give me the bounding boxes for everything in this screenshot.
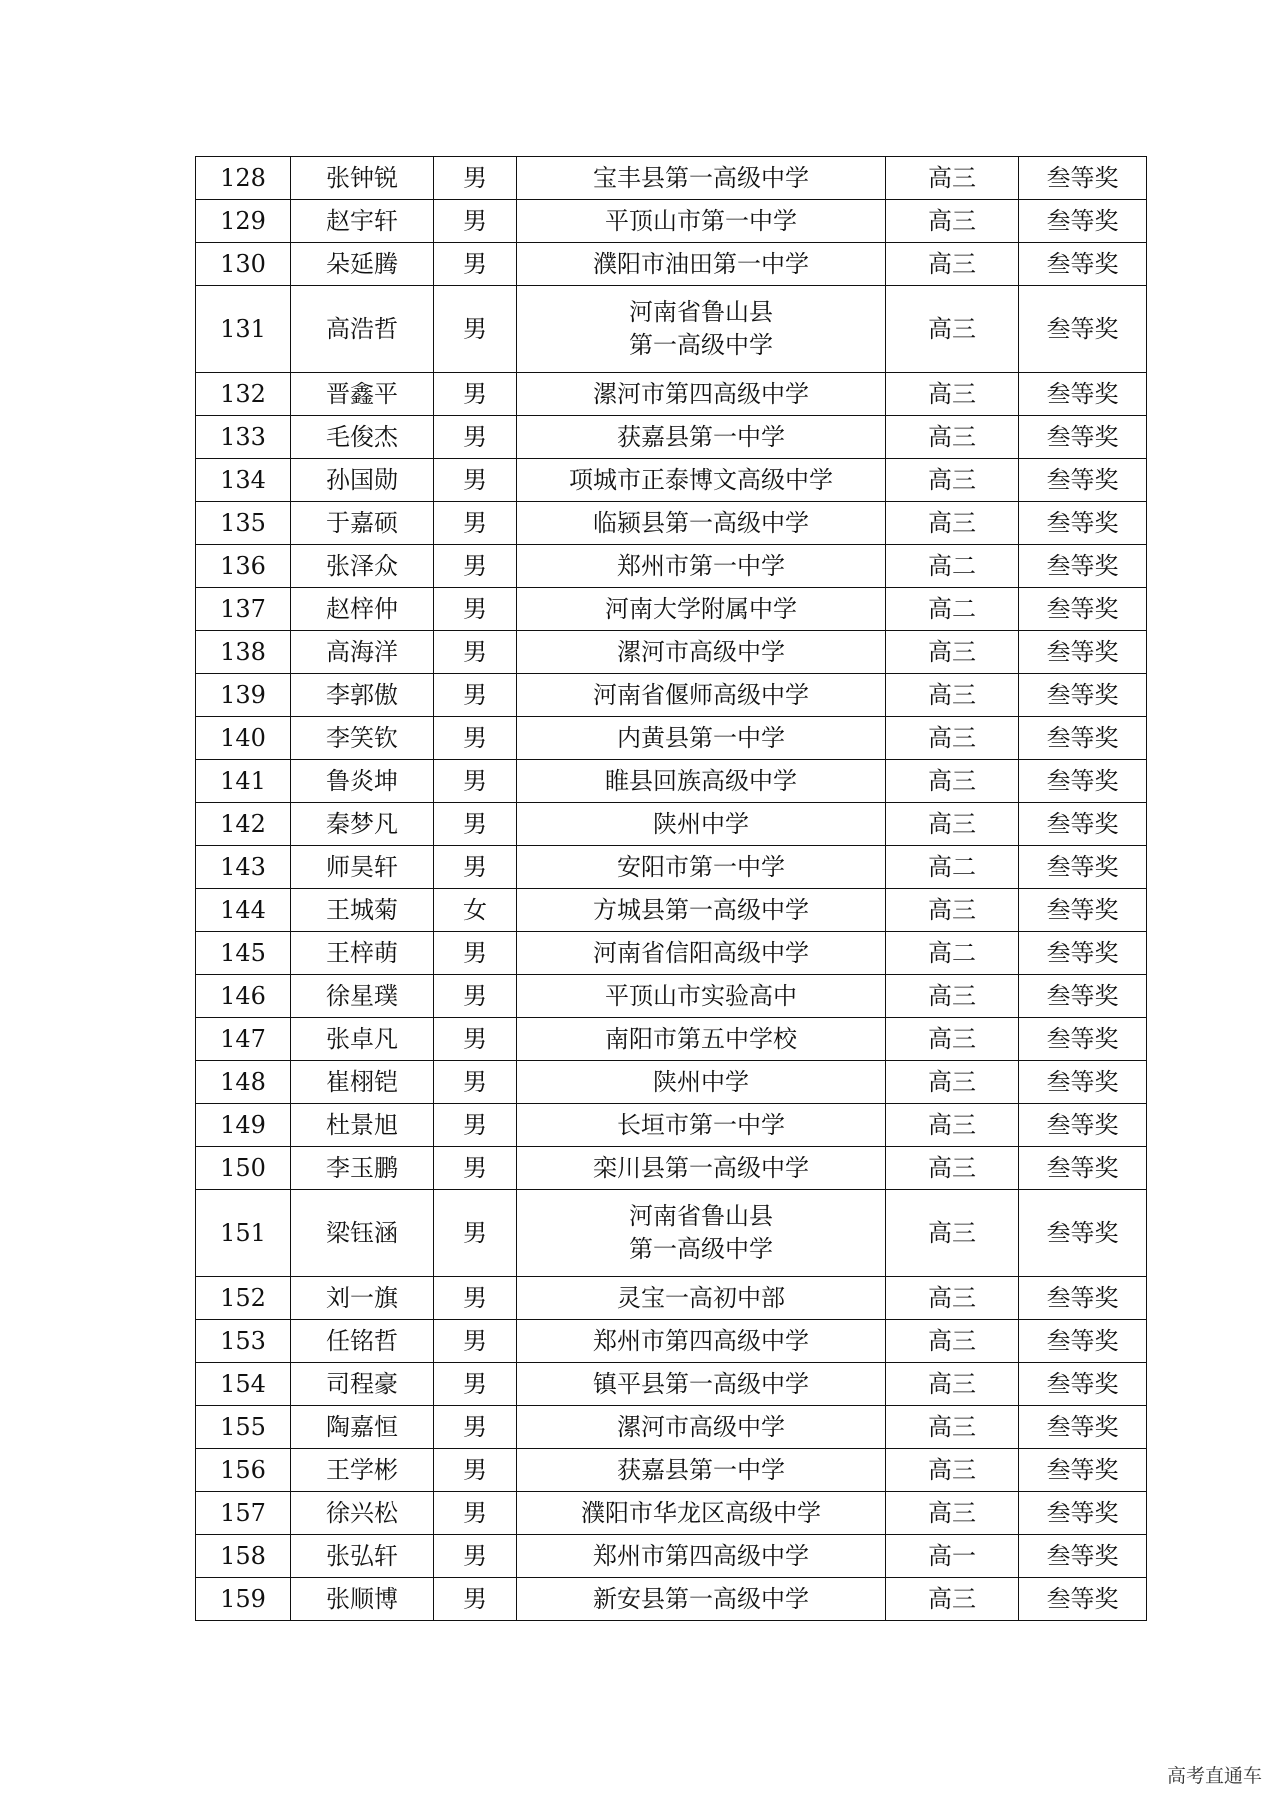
student-name-cell: 孙国勋 [291, 459, 434, 502]
school-name-line: 陕州中学 [653, 809, 749, 838]
school-cell [517, 243, 886, 286]
student-name-cell: 李笑钦 [291, 717, 434, 760]
student-name-cell: 张钟锐 [291, 157, 434, 200]
school-name-line: 方城县第一高级中学 [593, 895, 809, 924]
gender-cell: 男 [434, 1492, 517, 1535]
student-name-cell: 杜景旭 [291, 1104, 434, 1147]
grade-cell: 高三 [886, 200, 1019, 243]
award-cell: 叁等奖 [1019, 631, 1147, 674]
student-name-cell: 赵宇轩 [291, 200, 434, 243]
serial-number-cell: 155 [196, 1406, 291, 1449]
student-name-cell: 高海洋 [291, 631, 434, 674]
student-name-cell: 刘一旗 [291, 1277, 434, 1320]
serial-number-cell: 140 [196, 717, 291, 760]
school-name-line: 第一高级中学 [629, 331, 773, 359]
award-cell: 叁等奖 [1019, 1190, 1147, 1277]
school-cell [517, 1406, 886, 1449]
table-row [196, 975, 1147, 1018]
serial-number-cell: 145 [196, 932, 291, 975]
award-cell: 叁等奖 [1019, 1578, 1147, 1621]
gender-cell: 男 [434, 588, 517, 631]
school-cell [517, 545, 886, 588]
school-cell [517, 846, 886, 889]
school-cell [517, 157, 886, 200]
student-name-cell: 徐星璞 [291, 975, 434, 1018]
school-cell [517, 1578, 886, 1621]
school-name-line: 项城市正泰博文高级中学 [569, 465, 833, 494]
table-row [196, 1406, 1147, 1449]
table-row [196, 459, 1147, 502]
award-cell: 叁等奖 [1019, 1406, 1147, 1449]
school-cell [517, 889, 886, 932]
gender-cell: 男 [434, 1277, 517, 1320]
gender-cell: 男 [434, 846, 517, 889]
serial-number-cell: 138 [196, 631, 291, 674]
table-row [196, 1449, 1147, 1492]
gender-cell: 男 [434, 416, 517, 459]
grade-cell: 高三 [886, 803, 1019, 846]
school-name-line: 漯河市高级中学 [617, 637, 785, 666]
gender-cell: 男 [434, 545, 517, 588]
table-row [196, 1363, 1147, 1406]
student-name-cell: 李郭傲 [291, 674, 434, 717]
gender-cell: 男 [434, 1061, 517, 1104]
award-cell: 叁等奖 [1019, 545, 1147, 588]
gender-cell: 男 [434, 975, 517, 1018]
school-name-line: 郑州市第四高级中学 [593, 1541, 809, 1570]
school-cell [517, 1535, 886, 1578]
school-name-line: 濮阳市华龙区高级中学 [581, 1498, 821, 1527]
table-row [196, 1061, 1147, 1104]
serial-number-cell: 147 [196, 1018, 291, 1061]
table-row [196, 932, 1147, 975]
school-cell [517, 1061, 886, 1104]
award-cell: 叁等奖 [1019, 1363, 1147, 1406]
gender-cell: 男 [434, 674, 517, 717]
table-row [196, 373, 1147, 416]
serial-number-cell: 144 [196, 889, 291, 932]
school-cell [517, 717, 886, 760]
serial-number-cell: 132 [196, 373, 291, 416]
award-cell: 叁等奖 [1019, 416, 1147, 459]
grade-cell: 高二 [886, 545, 1019, 588]
student-name-cell: 张顺博 [291, 1578, 434, 1621]
grade-cell: 高三 [886, 631, 1019, 674]
table-row [196, 846, 1147, 889]
grade-cell: 高三 [886, 373, 1019, 416]
student-name-cell: 鲁炎坤 [291, 760, 434, 803]
school-cell [517, 760, 886, 803]
grade-cell: 高三 [886, 717, 1019, 760]
grade-cell: 高三 [886, 1018, 1019, 1061]
school-name-line: 郑州市第四高级中学 [593, 1326, 809, 1355]
award-cell: 叁等奖 [1019, 588, 1147, 631]
award-table [195, 156, 1147, 1621]
student-name-cell: 梁钰涵 [291, 1190, 434, 1277]
table-row [196, 1320, 1147, 1363]
award-cell: 叁等奖 [1019, 243, 1147, 286]
award-cell: 叁等奖 [1019, 157, 1147, 200]
grade-cell: 高三 [886, 416, 1019, 459]
school-cell [517, 975, 886, 1018]
school-name-line: 郑州市第一中学 [617, 551, 785, 580]
school-cell [517, 588, 886, 631]
serial-number-cell: 141 [196, 760, 291, 803]
school-name-line: 河南省信阳高级中学 [593, 938, 809, 967]
grade-cell: 高三 [886, 674, 1019, 717]
serial-number-cell: 156 [196, 1449, 291, 1492]
student-name-cell: 王学彬 [291, 1449, 434, 1492]
school-cell [517, 1018, 886, 1061]
grade-cell: 高三 [886, 1147, 1019, 1190]
gender-cell: 男 [434, 1535, 517, 1578]
serial-number-cell: 146 [196, 975, 291, 1018]
grade-cell: 高三 [886, 1363, 1019, 1406]
award-cell: 叁等奖 [1019, 1492, 1147, 1535]
school-cell [517, 459, 886, 502]
award-cell: 叁等奖 [1019, 200, 1147, 243]
grade-cell: 高三 [886, 286, 1019, 373]
serial-number-cell: 134 [196, 459, 291, 502]
student-name-cell: 陶嘉恒 [291, 1406, 434, 1449]
serial-number-cell: 130 [196, 243, 291, 286]
school-name-line: 睢县回族高级中学 [605, 766, 797, 795]
school-name-line: 宝丰县第一高级中学 [593, 163, 809, 192]
school-name-line: 河南省偃师高级中学 [593, 680, 809, 709]
award-cell: 叁等奖 [1019, 975, 1147, 1018]
gender-cell: 男 [434, 286, 517, 373]
school-name-line: 濮阳市油田第一中学 [593, 249, 809, 278]
school-name-line: 陕州中学 [653, 1067, 749, 1096]
table-row [196, 243, 1147, 286]
gender-cell: 男 [434, 1363, 517, 1406]
table-row [196, 1147, 1147, 1190]
school-cell [517, 1363, 886, 1406]
gender-cell: 男 [434, 1578, 517, 1621]
student-name-cell: 张泽众 [291, 545, 434, 588]
gender-cell: 男 [434, 803, 517, 846]
table-row [196, 545, 1147, 588]
school-name-line: 漯河市高级中学 [617, 1412, 785, 1441]
gender-cell: 女 [434, 889, 517, 932]
grade-cell: 高三 [886, 1190, 1019, 1277]
student-name-cell: 王城菊 [291, 889, 434, 932]
gender-cell: 男 [434, 1018, 517, 1061]
gender-cell: 男 [434, 717, 517, 760]
grade-cell: 高三 [886, 1320, 1019, 1363]
student-name-cell: 晋鑫平 [291, 373, 434, 416]
gender-cell: 男 [434, 373, 517, 416]
gender-cell: 男 [434, 1320, 517, 1363]
grade-cell: 高三 [886, 502, 1019, 545]
gender-cell: 男 [434, 243, 517, 286]
award-cell: 叁等奖 [1019, 1320, 1147, 1363]
school-name-line: 获嘉县第一中学 [617, 422, 785, 451]
table-row [196, 631, 1147, 674]
serial-number-cell: 148 [196, 1061, 291, 1104]
table-row [196, 1018, 1147, 1061]
student-name-cell: 司程豪 [291, 1363, 434, 1406]
award-cell: 叁等奖 [1019, 803, 1147, 846]
award-cell: 叁等奖 [1019, 1104, 1147, 1147]
award-cell: 叁等奖 [1019, 459, 1147, 502]
school-name-line: 栾川县第一高级中学 [593, 1153, 809, 1182]
serial-number-cell: 136 [196, 545, 291, 588]
gender-cell: 男 [434, 157, 517, 200]
table-row [196, 803, 1147, 846]
gender-cell: 男 [434, 200, 517, 243]
school-cell [517, 1449, 886, 1492]
school-cell [517, 200, 886, 243]
serial-number-cell: 153 [196, 1320, 291, 1363]
table-row [196, 760, 1147, 803]
serial-number-cell: 139 [196, 674, 291, 717]
gender-cell: 男 [434, 932, 517, 975]
gender-cell: 男 [434, 1406, 517, 1449]
grade-cell: 高三 [886, 1449, 1019, 1492]
gender-cell: 男 [434, 631, 517, 674]
grade-cell: 高三 [886, 1061, 1019, 1104]
award-cell: 叁等奖 [1019, 1535, 1147, 1578]
serial-number-cell: 158 [196, 1535, 291, 1578]
student-name-cell: 徐兴松 [291, 1492, 434, 1535]
gender-cell: 男 [434, 502, 517, 545]
table-row [196, 588, 1147, 631]
school-name-line: 长垣市第一中学 [617, 1110, 785, 1139]
table-row [196, 1104, 1147, 1147]
school-name-line: 内黄县第一中学 [617, 723, 785, 752]
serial-number-cell: 154 [196, 1363, 291, 1406]
grade-cell: 高三 [886, 1406, 1019, 1449]
serial-number-cell: 128 [196, 157, 291, 200]
student-name-cell: 高浩哲 [291, 286, 434, 373]
gender-cell: 男 [434, 1147, 517, 1190]
award-cell: 叁等奖 [1019, 932, 1147, 975]
serial-number-cell: 150 [196, 1147, 291, 1190]
table-row [196, 1190, 1147, 1277]
student-name-cell: 张弘轩 [291, 1535, 434, 1578]
grade-cell: 高三 [886, 243, 1019, 286]
award-cell: 叁等奖 [1019, 1147, 1147, 1190]
award-cell: 叁等奖 [1019, 674, 1147, 717]
school-cell [517, 674, 886, 717]
award-cell: 叁等奖 [1019, 846, 1147, 889]
grade-cell: 高三 [886, 1277, 1019, 1320]
school-name-line: 安阳市第一中学 [617, 852, 785, 881]
serial-number-cell: 131 [196, 286, 291, 373]
grade-cell: 高三 [886, 760, 1019, 803]
award-table-body [196, 157, 1147, 1621]
serial-number-cell: 143 [196, 846, 291, 889]
school-cell [517, 373, 886, 416]
grade-cell: 高三 [886, 459, 1019, 502]
student-name-cell: 赵梓仲 [291, 588, 434, 631]
table-row [196, 889, 1147, 932]
school-cell [517, 1320, 886, 1363]
student-name-cell: 李玉鹏 [291, 1147, 434, 1190]
school-cell [517, 1147, 886, 1190]
grade-cell: 高二 [886, 588, 1019, 631]
school-cell [517, 286, 886, 373]
serial-number-cell: 133 [196, 416, 291, 459]
serial-number-cell: 152 [196, 1277, 291, 1320]
serial-number-cell: 137 [196, 588, 291, 631]
table-row [196, 1277, 1147, 1320]
school-name-line: 第一高级中学 [629, 1235, 773, 1263]
grade-cell: 高三 [886, 157, 1019, 200]
school-cell [517, 416, 886, 459]
school-name-line: 河南大学附属中学 [605, 594, 797, 623]
school-name-line: 河南省鲁山县 [629, 298, 773, 326]
grade-cell: 高一 [886, 1535, 1019, 1578]
school-name-line: 河南省鲁山县 [629, 1202, 773, 1230]
serial-number-cell: 151 [196, 1190, 291, 1277]
school-cell [517, 932, 886, 975]
school-name-line: 镇平县第一高级中学 [593, 1369, 809, 1398]
school-cell [517, 1492, 886, 1535]
grade-cell: 高三 [886, 1578, 1019, 1621]
gender-cell: 男 [434, 459, 517, 502]
grade-cell: 高三 [886, 975, 1019, 1018]
grade-cell: 高三 [886, 1492, 1019, 1535]
table-row [196, 674, 1147, 717]
student-name-cell: 朵延腾 [291, 243, 434, 286]
student-name-cell: 毛俊杰 [291, 416, 434, 459]
award-cell: 叁等奖 [1019, 1018, 1147, 1061]
gender-cell: 男 [434, 1104, 517, 1147]
student-name-cell: 崔栩铠 [291, 1061, 434, 1104]
award-cell: 叁等奖 [1019, 286, 1147, 373]
serial-number-cell: 135 [196, 502, 291, 545]
serial-number-cell: 159 [196, 1578, 291, 1621]
award-cell: 叁等奖 [1019, 717, 1147, 760]
school-name-line: 临颍县第一高级中学 [593, 508, 809, 537]
award-cell: 叁等奖 [1019, 502, 1147, 545]
student-name-cell: 于嘉硕 [291, 502, 434, 545]
award-cell: 叁等奖 [1019, 1449, 1147, 1492]
student-name-cell: 张卓凡 [291, 1018, 434, 1061]
student-name-cell: 王梓萌 [291, 932, 434, 975]
grade-cell: 高三 [886, 1104, 1019, 1147]
school-name-line: 平顶山市第一中学 [605, 206, 797, 235]
table-row [196, 286, 1147, 373]
student-name-cell: 师昊轩 [291, 846, 434, 889]
table-row [196, 200, 1147, 243]
gender-cell: 男 [434, 1190, 517, 1277]
table-row [196, 416, 1147, 459]
grade-cell: 高三 [886, 889, 1019, 932]
school-cell [517, 1190, 886, 1277]
gender-cell: 男 [434, 1449, 517, 1492]
table-row [196, 717, 1147, 760]
award-cell: 叁等奖 [1019, 373, 1147, 416]
table-row [196, 502, 1147, 545]
school-cell [517, 502, 886, 545]
grade-cell: 高二 [886, 932, 1019, 975]
school-cell [517, 631, 886, 674]
school-name-line: 灵宝一高初中部 [617, 1283, 785, 1312]
student-name-cell: 秦梦凡 [291, 803, 434, 846]
serial-number-cell: 142 [196, 803, 291, 846]
award-cell: 叁等奖 [1019, 1061, 1147, 1104]
serial-number-cell: 129 [196, 200, 291, 243]
grade-cell: 高二 [886, 846, 1019, 889]
serial-number-cell: 157 [196, 1492, 291, 1535]
table-row [196, 157, 1147, 200]
award-cell: 叁等奖 [1019, 760, 1147, 803]
award-cell: 叁等奖 [1019, 889, 1147, 932]
table-row [196, 1535, 1147, 1578]
watermark-text: 高考直通车 [1166, 1765, 1262, 1787]
table-row [196, 1578, 1147, 1621]
school-cell [517, 1104, 886, 1147]
school-name-line: 获嘉县第一中学 [617, 1455, 785, 1484]
school-cell [517, 803, 886, 846]
school-cell [517, 1277, 886, 1320]
school-name-line: 南阳市第五中学校 [605, 1024, 797, 1053]
school-name-line: 新安县第一高级中学 [593, 1584, 809, 1613]
school-name-line: 漯河市第四高级中学 [593, 379, 809, 408]
school-name-line: 平顶山市实验高中 [605, 981, 797, 1010]
serial-number-cell: 149 [196, 1104, 291, 1147]
award-cell: 叁等奖 [1019, 1277, 1147, 1320]
table-row [196, 1492, 1147, 1535]
student-name-cell: 任铭哲 [291, 1320, 434, 1363]
gender-cell: 男 [434, 760, 517, 803]
